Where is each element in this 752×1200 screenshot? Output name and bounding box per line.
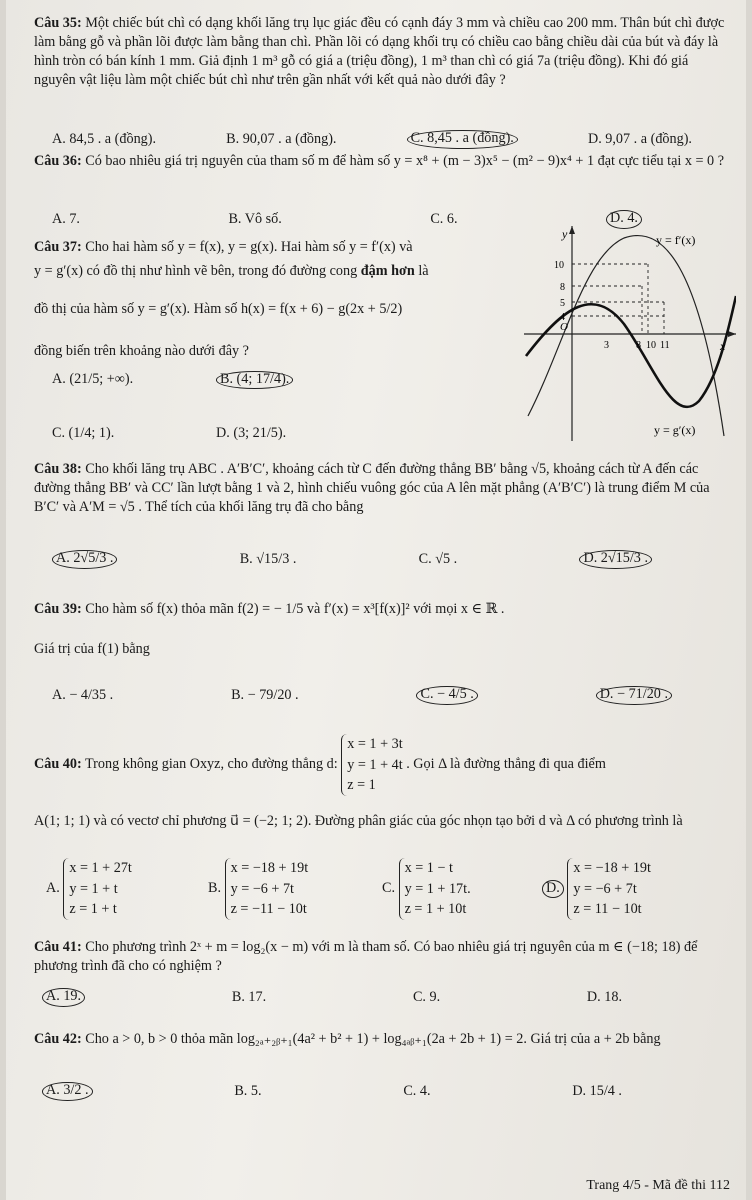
q40-d-eq-3-ans: z = 11 − 10t: [573, 901, 642, 918]
q38-text: Cho khối lăng trụ ABC . A′B′C′, khoảng cách từ C đến đường thẳng BB′ bằng √5, khoảng cách từ A đến các đường thẳng BB′ và CC′ lần lượt bằng 1 và 2, hình chiếu vuông góc của A lên mặt phẳng (A′B′C′) là trung điểm M của B′C′ và A′M = √5 . Thể tích của khối lăng trụ đã cho bằng: [34, 461, 710, 515]
q39-answers: [34, 686, 672, 705]
q38-answers: [34, 550, 652, 569]
q41-text: Cho phương trình 2ˣ + m = log₂(x − m) với m là tham số. Có bao nhiêu giá trị nguyên của m ∈ (−18; 18) để phương trình đã cho có nghiệm ?: [34, 939, 698, 974]
q40-answer-b-label: B.: [208, 880, 222, 897]
q35-label: Câu 35:: [34, 15, 82, 31]
q40-c-eq-1: x = 1 − t: [404, 860, 453, 876]
q37-line2c: là: [414, 263, 429, 279]
q42-label: Câu 42:: [34, 1031, 82, 1047]
question-42: [34, 1030, 732, 1049]
q40-a-eq-2: y = 1 + t: [69, 880, 118, 897]
q37-line2b: đậm hơn: [360, 263, 415, 279]
q35-answer-a[interactable]: A. 84,5 . a (đồng).: [52, 131, 157, 147]
q40-b-eq-3: z = −11 − 10t: [230, 901, 307, 918]
q40-answer-d-system: [567, 858, 651, 920]
q40-answer-a[interactable]: [46, 858, 132, 920]
q40-d-eq-1-ans: x = −18 + 19t: [573, 860, 651, 876]
q36-answer-b[interactable]: B. Vô số.: [228, 211, 282, 227]
q35-answer-d[interactable]: D. 9,07 . a (đồng).: [587, 131, 692, 147]
q37-line-1: [34, 238, 413, 257]
q35-answer-c[interactable]: C. 8,45 . a (đồng).: [407, 130, 518, 149]
question-40: [34, 734, 606, 796]
q39-text: Cho hàm số f(x) thỏa mãn f(2) = − 1/5 và f′(x) = x³[f(x)]² với mọi x ∈ ℝ .: [85, 601, 505, 617]
q40-a-eq-3: z = 1 + t: [69, 901, 117, 918]
g-prime-curve: [526, 296, 736, 407]
q41-answer-d[interactable]: D. 18.: [586, 989, 622, 1005]
q38-answer-c[interactable]: C. √5 .: [418, 551, 458, 567]
q37-label: Câu 37:: [34, 239, 82, 255]
q40-answer-b-system: [225, 858, 309, 920]
q37-line-2: [34, 262, 429, 281]
q41-answer-b[interactable]: B. 17.: [231, 989, 267, 1005]
xtick-10: 10: [646, 340, 656, 351]
x-axis-label: x: [720, 339, 726, 353]
q38-answer-b[interactable]: B. √15/3 .: [239, 551, 297, 567]
q40-text-b: . Gọi Δ là đường thẳng đi qua điểm: [406, 756, 606, 773]
q39-answer-b[interactable]: B. − 79/20 .: [231, 687, 299, 703]
exam-page: [6, 0, 746, 1200]
q36-label: Câu 36:: [34, 153, 82, 169]
question-36: [34, 152, 732, 171]
q42-answer-c[interactable]: C. 4.: [403, 1083, 431, 1099]
q35-answer-b[interactable]: B. 90,07 . a (đồng).: [226, 131, 337, 147]
page-footer: Trang 4/5 - Mã đề thi 112: [586, 1178, 730, 1194]
g-prime-label: y = g′(x): [654, 423, 696, 437]
q39-answer-d[interactable]: D. − 71/20 .: [596, 686, 672, 705]
q36-answer-c[interactable]: C. 6.: [430, 211, 458, 227]
q41-answer-a[interactable]: A. 19.: [42, 988, 85, 1007]
ytick-8: 8: [560, 282, 565, 293]
q40-d-eq-2: y = 1 + 4t: [347, 756, 403, 773]
q39-label: Câu 39:: [34, 601, 82, 617]
ytick-10: 10: [554, 260, 564, 271]
q42-answer-a[interactable]: A. 3/2 .: [42, 1082, 93, 1101]
ytick-4: 4: [560, 312, 565, 323]
q37-line-4: đồng biến trên khoảng nào dưới đây ?: [34, 343, 249, 359]
q37-line2a: y = g′(x) có đồ thị như hình vẽ bên, trong đó đường cong: [34, 263, 361, 279]
f-prime-label: y = f′(x): [656, 233, 696, 247]
q40-answer-c[interactable]: [382, 858, 471, 920]
q41-answers: [34, 988, 622, 1007]
q40-answer-c-label: C.: [382, 880, 396, 897]
q39-answer-c[interactable]: C. − 4/5 .: [416, 686, 477, 705]
q36-answer-a[interactable]: A. 7.: [52, 211, 80, 227]
q41-label: Câu 41:: [34, 939, 82, 955]
q37-answer-d[interactable]: D. (3; 21/5).: [216, 425, 287, 441]
y-axis-arrow: [569, 226, 575, 234]
q38-label: Câu 38:: [34, 461, 82, 477]
q42-answer-b[interactable]: B. 5.: [234, 1083, 262, 1099]
q37-graph: [524, 226, 736, 441]
question-41: [34, 938, 732, 976]
q37-line-3: đồ thị của hàm số y = g′(x). Hàm số h(x) = f(x + 6) − g(2x + 5/2): [34, 301, 403, 317]
q37-line1: Cho hai hàm số y = f(x), y = g(x). Hai hàm số y = f′(x) và: [85, 239, 413, 255]
q40-d-eq-2-ans: y = −6 + 7t: [573, 880, 637, 897]
q37-answer-b-text: B. (4; 17/4).: [216, 371, 293, 389]
xtick-3: 3: [604, 340, 609, 351]
q40-answer-d[interactable]: [542, 858, 651, 920]
q36-text: Có bao nhiêu giá trị nguyên của tham số m để hàm số y = x⁸ + (m − 3)x⁵ − (m² − 9)x⁴ + 1 đạt cực tiểu tại x = 0 ?: [85, 153, 724, 169]
q40-d-eq-3: z = 1: [347, 777, 376, 794]
q40-b-eq-1: x = −18 + 19t: [230, 860, 309, 876]
q40-c-eq-2: y = 1 + 17t.: [404, 880, 471, 897]
q40-answer-b[interactable]: [208, 858, 308, 920]
q35-answers: [34, 130, 692, 149]
q40-text-2: A(1; 1; 1) và có vectơ chỉ phương u⃗ = (−2; 1; 2). Đường phân giác của góc nhọn tạo bởi d và Δ có phương trình là: [34, 813, 683, 829]
q40-c-eq-3: z = 1 + 10t: [404, 901, 467, 918]
q40-a-eq-1: x = 1 + 27t: [69, 860, 132, 876]
q40-text-a: Trong không gian Oxyz, cho đường thẳng d:: [85, 756, 338, 773]
q39-answer-a[interactable]: A. − 4/35 .: [52, 687, 114, 703]
q37-answer-a[interactable]: A. (21/5; +∞).: [52, 371, 134, 387]
q40-label: Câu 40:: [34, 756, 82, 773]
q38-answer-a[interactable]: A. 2√5/3 .: [52, 550, 117, 569]
q42-answers: [34, 1082, 622, 1101]
q42-answer-d[interactable]: D. 15/4 .: [572, 1083, 622, 1099]
q40-b-eq-2: y = −6 + 7t: [230, 880, 294, 897]
q40-answer-a-system: [63, 858, 132, 920]
origin-label: O: [560, 321, 568, 333]
q40-answer-c-system: [399, 858, 471, 920]
q40-d-system: [341, 734, 402, 796]
q39-text-2: Giá trị của f(1) bằng: [34, 641, 150, 657]
q36-answer-d[interactable]: D. 4.: [606, 210, 642, 229]
xtick-8: 8: [636, 340, 641, 351]
q40-answer-d-label: D.: [542, 880, 564, 898]
q41-answer-c[interactable]: C. 9.: [412, 989, 441, 1005]
ytick-5: 5: [560, 298, 565, 309]
question-38: [34, 460, 732, 517]
q40-answer-a-label: A.: [46, 880, 60, 897]
q37-answer-b[interactable]: [216, 370, 293, 389]
y-axis-label: y: [562, 227, 568, 241]
q35-text: Một chiếc bút chì có dạng khối lăng trụ lục giác đều có cạnh đáy 3 mm và chiều cao 200 mm. Thân bút chì được làm bằng gỗ và phần lõi được làm bằng than chì. Phần lõi có dạng khối trụ có chiều cao bằng chiều dài của bút và đáy là hình tròn có bán kính 1 mm. Giả định 1 m³ gỗ có giá a (triệu đồng), 1 m³ than chì có giá 7a (triệu đồng). Khi đó giá nguyên vật liệu làm một chiếc bút chì như trên gần nhất với kết quả nào dưới đây ?: [34, 15, 725, 88]
xtick-11: 11: [660, 340, 670, 351]
q38-answer-d[interactable]: D. 2√15/3 .: [579, 550, 652, 569]
q40-d-eq-1: x = 1 + 3t: [347, 736, 403, 752]
q42-text: Cho a > 0, b > 0 thỏa mãn log₂ₐ₊₂ᵦ₊₁(4a² + b² + 1) + log₄ₐᵦ₊₁(2a + 2b + 1) = 2. Giá trị của a + 2b bằng: [85, 1031, 661, 1047]
q37-answer-c[interactable]: C. (1/4; 1).: [52, 425, 115, 441]
x-axis-arrow: [728, 331, 736, 337]
question-35: [34, 14, 732, 90]
question-39: [34, 600, 732, 619]
